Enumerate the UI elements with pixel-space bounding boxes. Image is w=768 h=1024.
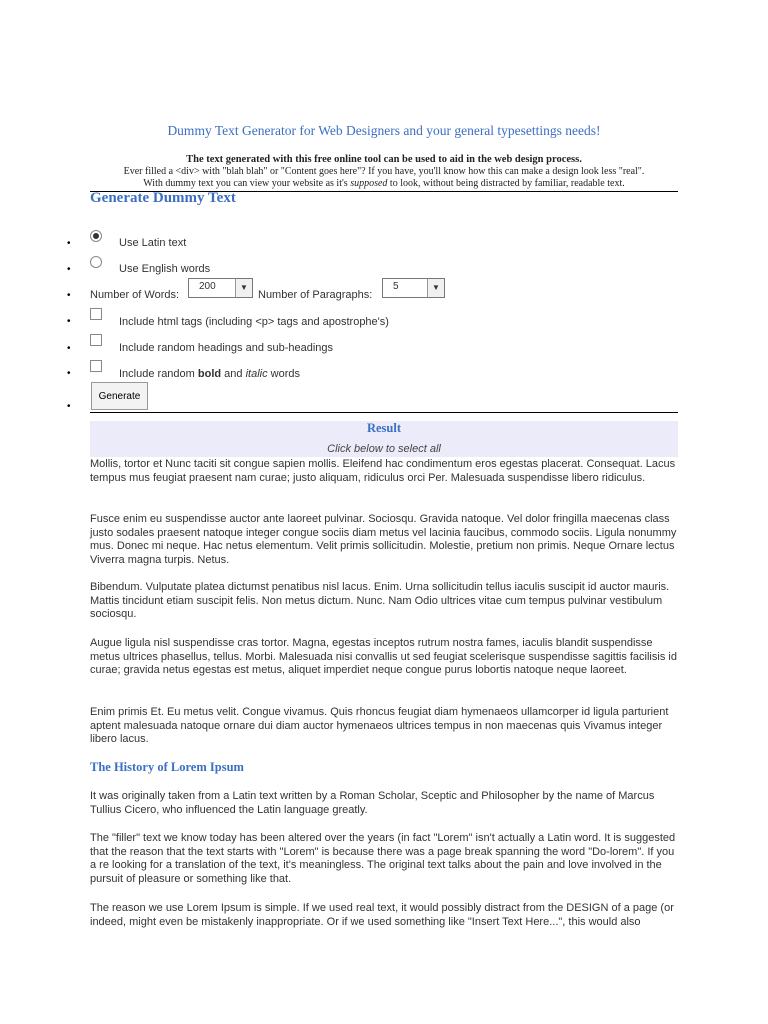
intro-line-3 (90, 178, 678, 190)
bold-italic-mid: and (221, 368, 246, 380)
result-paragraph[interactable]: Mollis, tortor et Nunc taciti sit congue sapien mollis. Eleifend hac condimentum eros egestas placerat. Consequat. Lacus tempus mus feugiat praesent nam curae; justo aliquam, ridiculus orci Per. Malesuada suspendisse libero ridiculus. (90, 458, 676, 484)
intro-block (90, 154, 678, 192)
bullet: • (67, 290, 71, 301)
html-tags-checkbox[interactable] (90, 308, 102, 323)
bullet: • (67, 343, 71, 354)
intro-lead: The text generated with this free online tool can be used to aid in the web design process. (186, 154, 582, 165)
select-all-hint: Click below to select all (327, 443, 441, 455)
history-paragraph: The reason we use Lorem Ipsum is simple. If we used real text, it would possibly distract from the DESIGN of a page (or indeed, might even be mistakenly inappropriate. Or if we used something like "Insert Text Here...", this would also (90, 902, 674, 928)
result-header[interactable] (90, 421, 678, 457)
radio-selected-icon (90, 230, 102, 242)
bold-italic-label (119, 368, 300, 380)
result-paragraph[interactable]: Fusce enim eu suspendisse auctor ante laoreet pulvinar. Sociosqu. Gravida natoque. Vel dolor fringilla maecenas class justo sodales praesent natoque integer congue sociis diam metus vel lacinia faucibus, commodo sociis. Ligula nonummy mus. Donec mi neque. Hac netus elementum. Velit primis sollicitudin. Molestie, pretium non primis. Neque Ornare lectus Viverra magna turpis. Netus. (90, 513, 677, 566)
result-heading: Result (366, 421, 402, 435)
intro-line-3b: to look, without being distracted by familiar, readable text. (387, 178, 625, 189)
paragraphs-select[interactable] (382, 278, 445, 298)
radio-empty-icon (90, 256, 102, 268)
paragraphs-value: 5 (393, 281, 399, 292)
result-paragraph[interactable]: Augue ligula nisl suspendisse cras tortor. Magna, egestas inceptos rutrum nostra fames, iaculis blandit suspendisse metus ultrices phasellus, tellus. Morbi. Malesuada nisi convallis ut sed feugiat scelerisque suspendisse sagittis facilisis id curae; gravida netus egestas est metus, aliquet imperdiet neque congue purus lobortis natoque neque laoreet. (90, 637, 677, 677)
bold-italic-post: words (267, 368, 300, 380)
html-tags-label: Include html tags (including <p> tags and apostrophe's) (119, 316, 389, 328)
bullet: • (67, 401, 71, 412)
intro-supposed: supposed (350, 178, 388, 189)
result-paragraph[interactable]: Enim primis Et. Eu metus velit. Congue vivamus. Quis rhoncus feugiat diam hymenaeos ullamcorper id ligula parturient aptent malesuada natoque ornare dui diam auctor hymenaeos ultrices tempus in non maecenas quis Vivamus integer libero lacus. (90, 706, 669, 746)
checkbox-icon (90, 308, 102, 320)
result-paragraph[interactable]: Bibendum. Vulputate platea dictumst penatibus nisl lacus. Enim. Urna sollicitudin tellus iaculis suscipit id auctor mauris. Mattis tincidunt etiam suscipit felis. Non metus dictum. Nunc. Nam Odio ultrices vitae cum tempus pulvinar vestibulum sociosqu. (90, 581, 670, 621)
history-heading: The History of Lorem Ipsum (90, 760, 244, 774)
intro-line-2: Ever filled a <div> with "blah blah" or "Content goes here"? If you have, you'll know how this can make a design look less "real". (123, 166, 645, 177)
latin-label: Use Latin text (119, 237, 187, 249)
bullet: • (67, 368, 71, 379)
headings-checkbox[interactable] (90, 334, 102, 349)
bullet: • (67, 238, 71, 249)
page-title: Dummy Text Generator for Web Designers and your general typesettings needs! (167, 123, 601, 138)
headings-label: Include random headings and sub-headings (119, 342, 334, 354)
generate-button[interactable]: Generate (91, 382, 148, 410)
chevron-down-icon: ▼ (235, 279, 252, 297)
italic-word: italic (245, 368, 268, 380)
intro-line-3a: With dummy text you can view your website as it's (143, 178, 351, 189)
words-select[interactable] (188, 278, 253, 298)
checkbox-icon (90, 334, 102, 346)
words-label: Number of Words: (90, 289, 180, 301)
divider (90, 412, 678, 413)
latin-radio[interactable] (90, 230, 102, 245)
paragraphs-label: Number of Paragraphs: (258, 289, 373, 301)
bold-italic-checkbox[interactable] (90, 360, 102, 375)
bullet: • (67, 264, 71, 275)
words-value: 200 (199, 281, 216, 292)
generate-heading: Generate Dummy Text (90, 190, 236, 206)
history-paragraph: The "filler" text we know today has been altered over the years (in fact "Lorem" isn't actually a Latin word. It is suggested that the reason that the text starts with "Lorem" is because there was a page break spanning the word "Do-lorem". If you a re looking for a translation of the text, it's meaningless. The original text talks about the pain and love involved in the pursuit of pleasure or something like that. (90, 832, 676, 885)
chevron-down-icon: ▼ (427, 279, 444, 297)
english-radio[interactable] (90, 256, 102, 271)
bold-word: bold (197, 368, 222, 380)
history-paragraph: It was originally taken from a Latin text written by a Roman Scholar, Sceptic and Philosopher by the name of Marcus Tullius Cicero, who influenced the Latin language greatly. (90, 790, 655, 816)
checkbox-icon (90, 360, 102, 372)
english-label: Use English words (119, 263, 211, 275)
bullet: • (67, 316, 71, 327)
bold-italic-pre: Include random (119, 368, 198, 380)
